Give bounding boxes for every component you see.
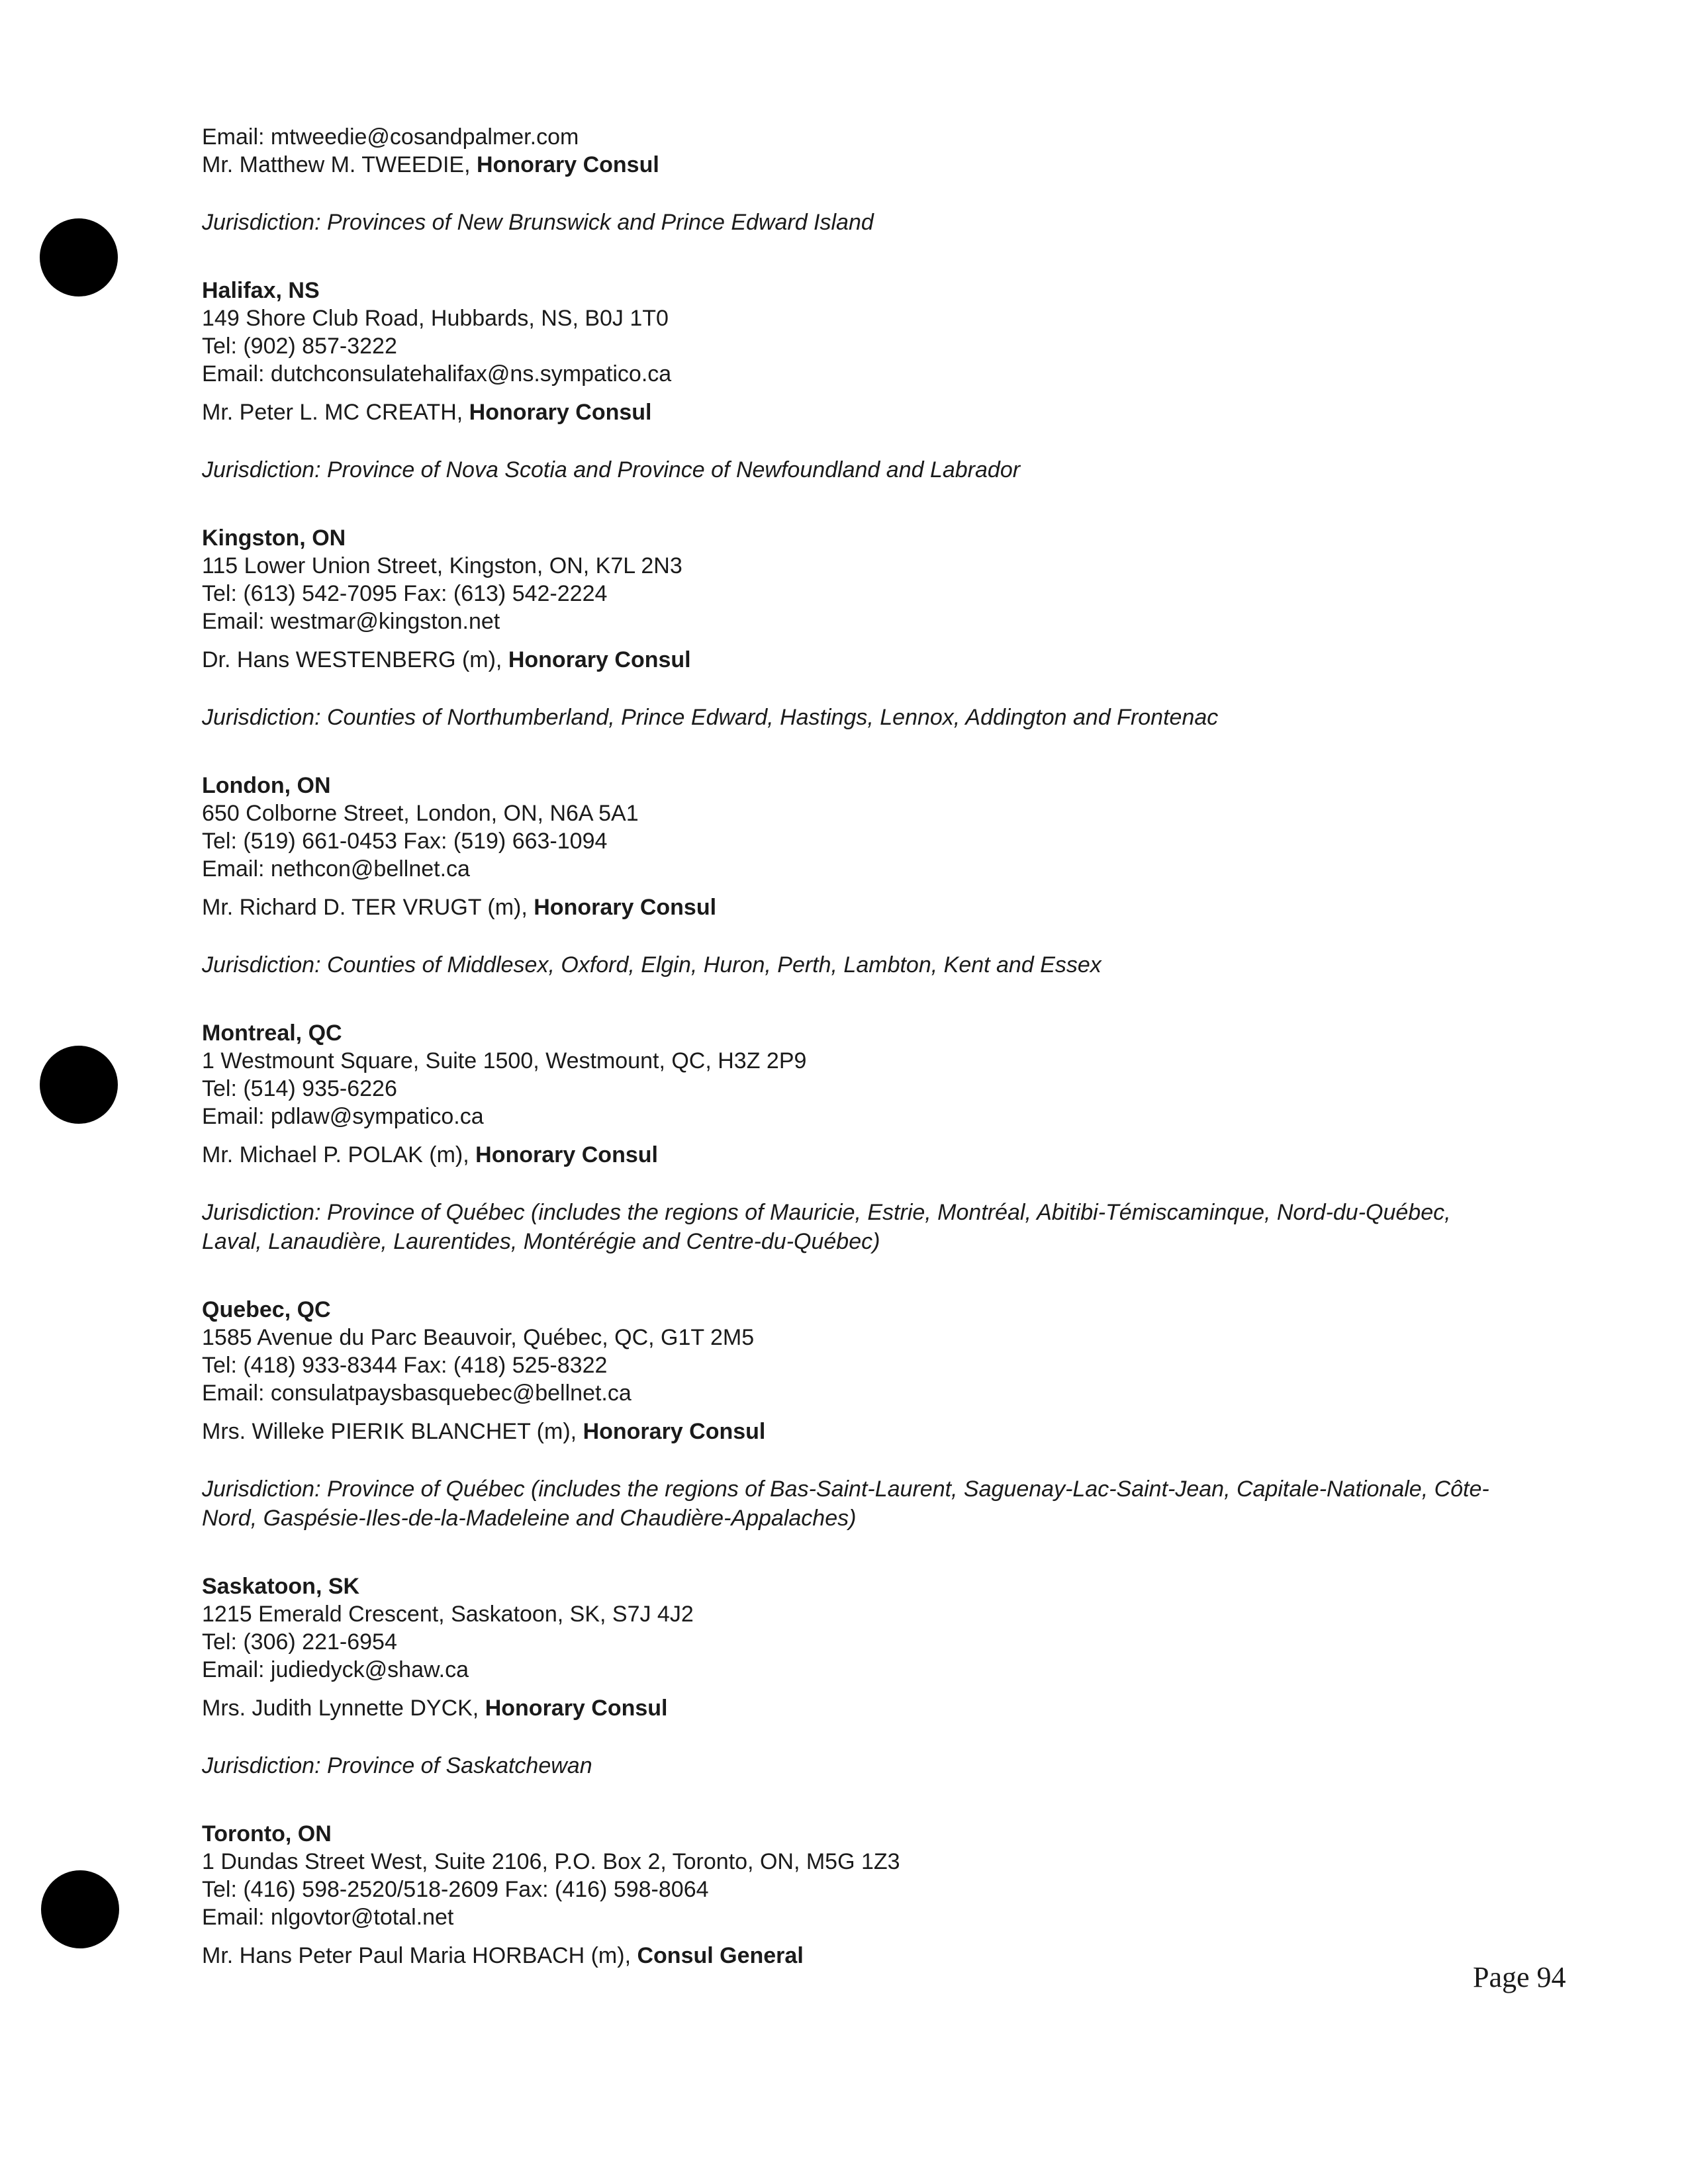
consul-name: Mr. Matthew M. TWEEDIE,: [202, 152, 471, 177]
consul-name-line: [202, 1418, 1526, 1445]
office-entry-kingston: [202, 524, 1526, 732]
consul-name-line: [202, 1141, 1526, 1169]
email-line: Email: nethcon@bellnet.ca: [202, 856, 470, 882]
consul-title: Honorary Consul: [534, 895, 717, 920]
consul-name-line: [202, 1942, 1526, 1970]
address-line: 1 Westmount Square, Suite 1500, Westmount, QC, H3Z 2P9: [202, 1048, 807, 1073]
office-city: Montreal, QC: [202, 1021, 342, 1046]
phone-line: Tel: (613) 542-7095 Fax: (613) 542-2224: [202, 581, 608, 606]
jurisdiction-text: Jurisdiction: Provinces of New Brunswick and Prince Edward Island: [202, 210, 874, 235]
office-entry-toronto: [202, 1820, 1526, 1970]
phone-line: Tel: (514) 935-6226: [202, 1076, 397, 1101]
phone-line: Tel: (519) 661-0453 Fax: (519) 663-1094: [202, 829, 608, 854]
consul-name: Mrs. Willeke PIERIK BLANCHET (m),: [202, 1419, 577, 1444]
consul-title: Honorary Consul: [485, 1696, 668, 1721]
consul-name: Mr. Richard D. TER VRUGT (m),: [202, 895, 528, 920]
email-line: Email: nlgovtor@total.net: [202, 1905, 454, 1930]
office-entry-saskatoon: [202, 1572, 1526, 1780]
phone-line: Tel: (416) 598-2520/518-2609 Fax: (416) 598-8064: [202, 1877, 709, 1902]
consul-title: Honorary Consul: [475, 1142, 658, 1167]
consul-title: Honorary Consul: [469, 400, 652, 425]
phone-line: Tel: (418) 933-8344 Fax: (418) 525-8322: [202, 1353, 608, 1378]
consul-title: Consul General: [637, 1943, 804, 1968]
email-line: Email: westmar@kingston.net: [202, 609, 500, 634]
address-line: 1 Dundas Street West, Suite 2106, P.O. Box 2, Toronto, ON, M5G 1Z3: [202, 1849, 900, 1874]
binder-hole: [40, 218, 118, 296]
office-entry-london: [202, 772, 1526, 979]
office-entry-montreal: [202, 1019, 1526, 1256]
consul-name-line: [202, 1694, 1526, 1722]
binder-hole: [40, 1046, 118, 1124]
email-line: Email: consulatpaysbasquebec@bellnet.ca: [202, 1381, 632, 1406]
consul-name: Mr. Hans Peter Paul Maria HORBACH (m),: [202, 1943, 632, 1968]
consul-name-line: [202, 151, 1526, 179]
address-line: 650 Colborne Street, London, ON, N6A 5A1: [202, 801, 639, 826]
jurisdiction-text: Jurisdiction: Province of Nova Scotia and Province of Newfoundland and Labrador: [202, 457, 1021, 482]
office-entry-quebec: [202, 1296, 1526, 1533]
consul-name-line: [202, 398, 1526, 426]
jurisdiction-text: Jurisdiction: Province of Québec (includes the regions of Bas-Saint-Laurent, Saguenay-Lac-Saint-Jean, Capitale-Nationale, Côte-Nord, Gaspésie-Iles-de-la-Madeleine and Chaudière-Appalaches): [202, 1477, 1489, 1531]
consul-name: Mrs. Judith Lynnette DYCK,: [202, 1696, 479, 1721]
consul-name: Mr. Michael P. POLAK (m),: [202, 1142, 469, 1167]
email-line: Email: pdlaw@sympatico.ca: [202, 1104, 484, 1129]
consul-name-line: [202, 646, 1526, 674]
office-city: Kingston, ON: [202, 525, 346, 551]
email-line: Email: mtweedie@cosandpalmer.com: [202, 124, 579, 150]
email-line: Email: dutchconsulatehalifax@ns.sympatico.ca: [202, 361, 672, 387]
office-city: Halifax, NS: [202, 278, 320, 303]
consul-name: Dr. Hans WESTENBERG (m),: [202, 647, 502, 672]
address-line: 1585 Avenue du Parc Beauvoir, Québec, QC, G1T 2M5: [202, 1325, 755, 1350]
email-line: Email: judiedyck@shaw.ca: [202, 1657, 469, 1682]
consul-title: Honorary Consul: [508, 647, 691, 672]
address-line: 115 Lower Union Street, Kingston, ON, K7L 2N3: [202, 553, 682, 578]
jurisdiction-text: Jurisdiction: Counties of Northumberland, Prince Edward, Hastings, Lennox, Addington and Frontenac: [202, 705, 1219, 730]
office-city: Quebec, QC: [202, 1297, 331, 1322]
address-line: 149 Shore Club Road, Hubbards, NS, B0J 1T0: [202, 306, 669, 331]
jurisdiction-text: Jurisdiction: Province of Saskatchewan: [202, 1753, 592, 1778]
binder-hole: [41, 1870, 119, 1948]
phone-line: Tel: (306) 221-6954: [202, 1629, 397, 1655]
jurisdiction-text: Jurisdiction: Province of Québec (includes the regions of Mauricie, Estrie, Montréal, Abitibi-Témiscaminque, Nord-du-Québec, Laval, Lanaudière, Laurentides, Montérégie and Centre-du-Québec): [202, 1200, 1451, 1254]
office-city: Saskatoon, SK: [202, 1574, 360, 1599]
phone-line: Tel: (902) 857-3222: [202, 334, 397, 359]
page-number: Page 94: [1473, 1961, 1566, 1993]
office-city: Toronto, ON: [202, 1821, 332, 1846]
office-city: London, ON: [202, 773, 331, 798]
consul-title: Honorary Consul: [583, 1419, 766, 1444]
consul-name: Mr. Peter L. MC CREATH,: [202, 400, 463, 425]
consul-title: Honorary Consul: [477, 152, 659, 177]
jurisdiction-text: Jurisdiction: Counties of Middlesex, Oxford, Elgin, Huron, Perth, Lambton, Kent and Essex: [202, 952, 1102, 978]
office-entry-halifax: [202, 277, 1526, 484]
consulate-listing: [202, 123, 1526, 1970]
consul-name-line: [202, 893, 1526, 921]
address-line: 1215 Emerald Crescent, Saskatoon, SK, S7J 4J2: [202, 1602, 694, 1627]
continued-entry: [202, 123, 1526, 237]
